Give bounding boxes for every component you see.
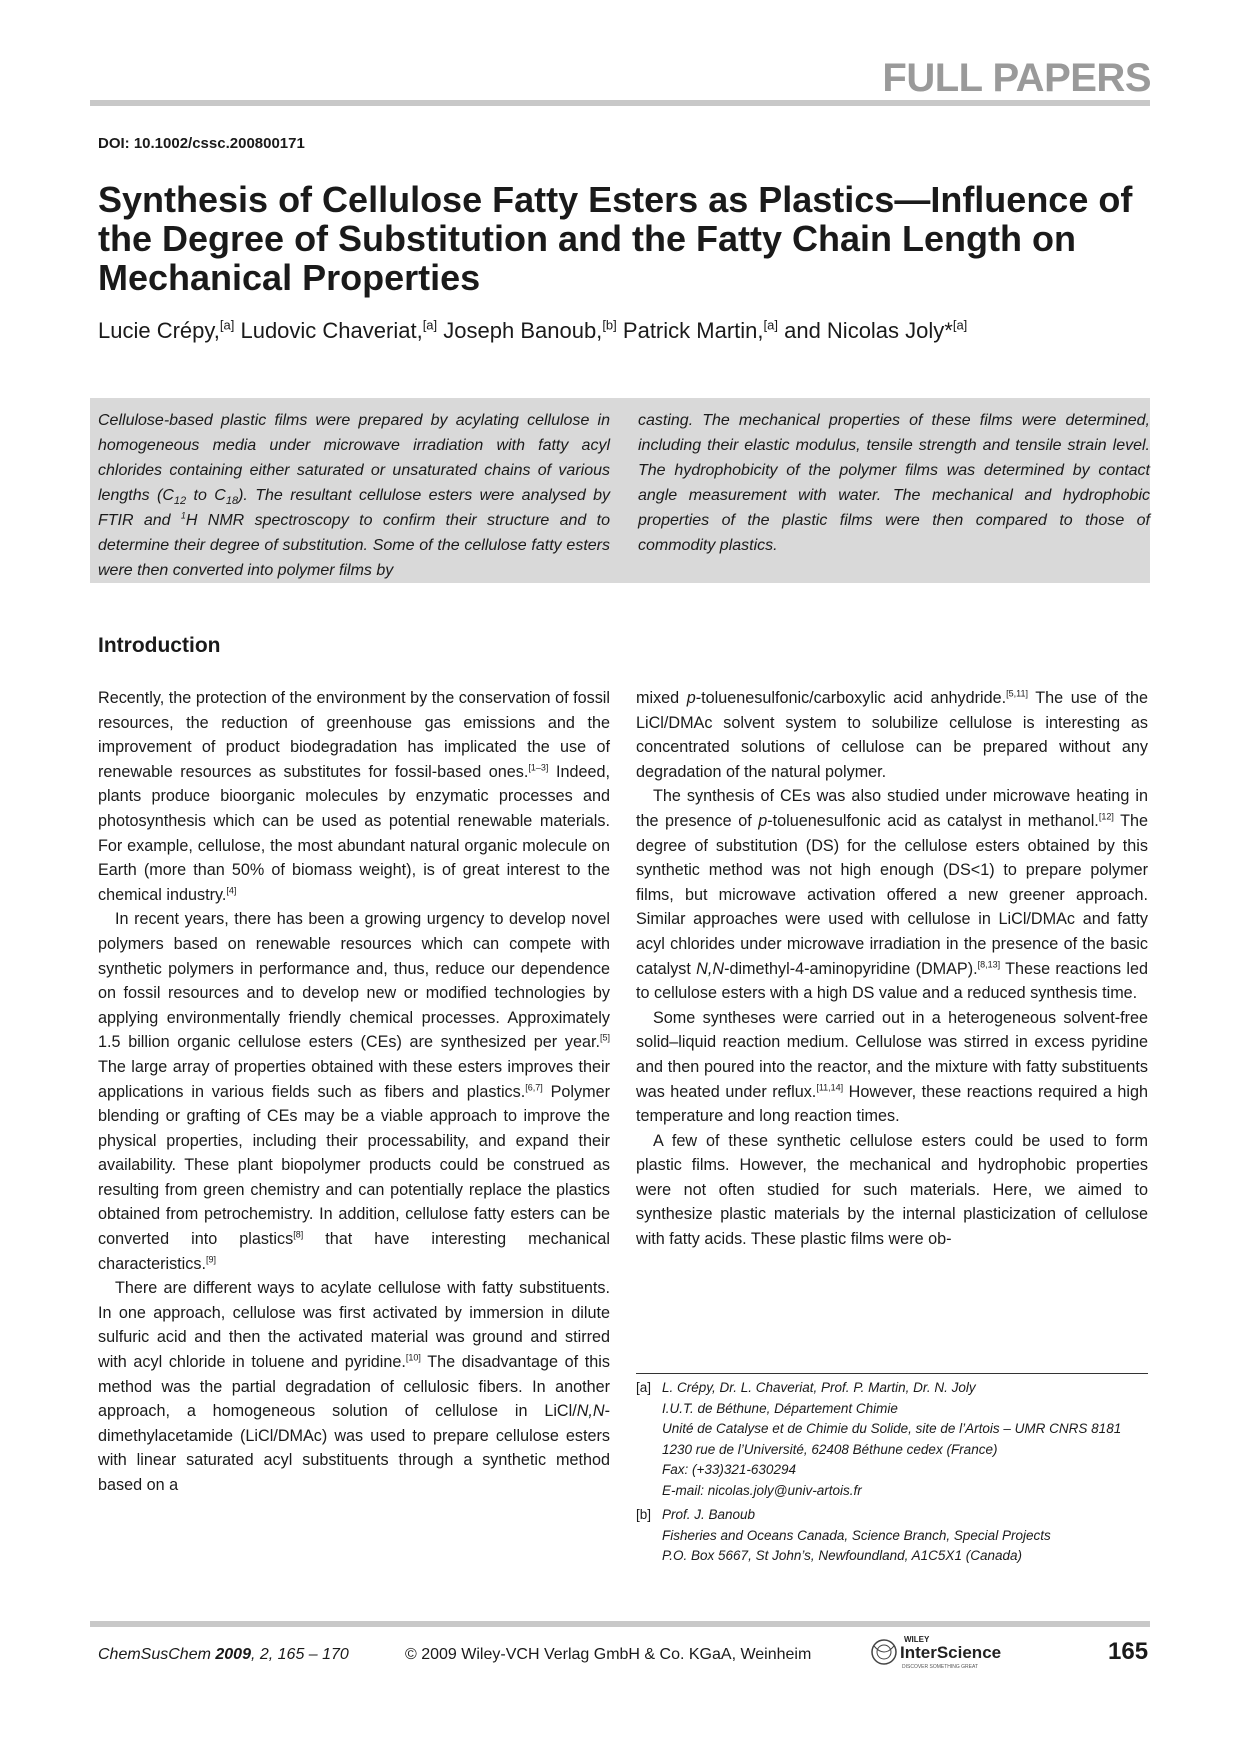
abstract-right-column: casting. The mechanical properties of these films were determined, including their elastic modulus, tensile strength and tensile strain level. The hydrophobicity of the polymer films was determined by contact angle measurement with water. The mechanical and hydrophobic properties of the plastic films were then compared to those of commodity plastics. <box>638 412 1150 554</box>
journal-citation: ChemSusChem 2009, 2, 165 – 170 <box>98 1646 349 1663</box>
subscript: 18 <box>225 495 239 508</box>
abstract-text: to C <box>186 487 226 504</box>
footnote-line: 1230 rue de l’Université, 62408 Béthune cedex (France) <box>662 1441 998 1457</box>
paragraph: In recent years, there has been a growing urgency to develop novel polymers based on renewable resources which can compete with synthetic polymers in performance and, thus, reduce our dependence on fossil resources and to develop new or modified technologies by applying environmentally friendly chemical processes. Approximately 1.5 billion organic cellulose esters (CEs) are synthesized per year.[5] The large array of properties obtained with these esters improves their applications in various fields such as fibers and plastics.[6,7] Polymer blending or grafting of CEs may be a viable approach to improve the physical properties, including their processability, and expand their availability. These plant biopolymer products could be construed as resulting from green chemistry and can potentially replace the plastics obtained from petrochemistry. In addition, cellulose fatty esters can be converted into plastics[8] that have interesting mechanical characteristics.[9] <box>98 910 610 1273</box>
paragraph: A few of these synthetic cellulose esters could be used to form plastic films. However, the mechanical and hydrophobic properties were not often studied for such materials. Here, we aimed to synthesize plastic materials by the internal plasticization of cellulose with fatty acids. These plastic films were ob- <box>636 1131 1148 1249</box>
section-heading-introduction: Introduction <box>98 634 221 657</box>
citation[interactable]: [6,7] <box>525 1082 543 1093</box>
paragraph: Some syntheses were carried out in a heterogeneous solvent-free solid–liquid reaction medium. Cellulose was stirred in excess pyridine and then poured into the reactor, and the mixture with fatty substituents was heated under reflux.[11,14] However, these reactions required a high temperature and long reaction times. <box>636 1008 1148 1126</box>
article-title: Synthesis of Cellulose Fatty Esters as Plastics—Influence of the Degree of Substitution and the Fatty Chain Length on Mechanical Properties <box>98 179 1133 298</box>
footnote-tag: [a] <box>636 1380 652 1395</box>
footnote-line: Prof. J. Banoub <box>662 1507 756 1522</box>
copyright-notice: © 2009 Wiley-VCH Verlag GmbH & Co. KGaA, Weinheim <box>405 1646 812 1663</box>
footnote-rule <box>636 1373 1148 1374</box>
author-name: Ludovic Chaveriat, <box>240 318 423 343</box>
citation[interactable]: [9] <box>205 1254 216 1265</box>
page-number: 165 <box>1108 1638 1149 1665</box>
footnote-line: Fax: (+33)321-630294 <box>662 1462 796 1477</box>
abstract-left-column <box>98 408 610 583</box>
doi[interactable]: DOI: 10.1002/cssc.200800171 <box>98 135 305 152</box>
citation[interactable]: [12] <box>1098 811 1114 822</box>
author-affiliation: [b] <box>602 317 617 333</box>
citation[interactable]: [5,11] <box>1006 688 1028 699</box>
footnote-b <box>636 1505 1148 1567</box>
paragraph: The synthesis of CEs was also studied under microwave heating in the presence of p-toluenesulfonic acid as catalyst in methanol.[12] The degree of substitution (DS) for the cellulose esters obtained by this synthetic method was not high enough (DS<1) to prepare polymer films, but microwave activation offered a new greener approach. Similar approaches were used with cellulose in LiCl/DMAc and fatty acyl chlorides under microwave irradiation in the presence of the basic catalyst N,N-dimethyl-4-aminopyridine (DMAP).[8,13] These reactions led to cellulose esters with a high DS value and a reduced synthesis time. <box>636 787 1148 1003</box>
author-list <box>98 318 1158 344</box>
footnote-a <box>636 1378 1148 1501</box>
author-affiliation: [a] <box>219 317 235 333</box>
citation[interactable]: [8] <box>293 1229 304 1240</box>
citation[interactable]: [1–3] <box>528 762 549 773</box>
paragraph: There are different ways to acylate cellulose with fatty substituents. In one approach, cellulose was first activated by immersion in dilute sulfuric acid and then the activated material was ground and stirred with acyl chloride in toluene and pyridine.[10] The disadvantage of this method was the partial degradation of cellulosic fibers. In another approach, a homogeneous solution of cellulose in LiCl/N,N-dimethylacetamide (LiCl/DMAc) was used to prepare cellulose esters with linear saturated acyl substituents through a synthetic method based on a <box>98 1279 610 1494</box>
paragraph: mixed p-toluenesulfonic/carboxylic acid anhydride.[5,11] The use of the LiCl/DMAc solvent system to solubilize cellulose is interesting as concentrated solutions of cellulose can be prepared without any degradation of the natural polymer. <box>636 688 1148 781</box>
footnote-tag: [b] <box>636 1507 652 1522</box>
author-affiliation: [a] <box>422 317 438 333</box>
author-affiliation: [a] <box>952 317 968 333</box>
wiley-interscience-logo <box>870 1632 1040 1672</box>
section-label: FULL PAPERS <box>882 56 1151 100</box>
top-rule <box>90 100 1150 106</box>
citation[interactable]: [11,14] <box>816 1082 844 1093</box>
author-affiliation: [a] <box>763 317 778 333</box>
citation[interactable]: [5] <box>599 1032 610 1043</box>
footnote-line: P.O. Box 5667, St John’s, Newfoundland, A1C5X1 (Canada) <box>662 1548 1022 1563</box>
author-name: Joseph Banoub, <box>443 318 603 343</box>
body-column-left <box>98 686 610 1498</box>
footnote-line: I.U.T. de Béthune, Département Chimie <box>662 1400 898 1416</box>
paragraph: Recently, the protection of the environment by the conservation of fossil resources, the reduction of greenhouse gas emissions and the improvement of product biodegradation has implicated the use of renewable resources as substitutes for fossil-based ones.[1–3] Indeed, plants produce bioorganic molecules by enzymatic processes and photosynthesis which can be used as potential renewable materials. For example, cellulose, the most abundant natural organic molecule on Earth (more than 50% of biomass weight), is of great interest to the chemical industry.[4] <box>98 689 610 904</box>
author-name: Patrick Martin, <box>622 318 764 343</box>
affiliation-footnotes <box>636 1378 1148 1571</box>
abstract-text: ). The resultant cellulose esters were analysed by FTIR and <box>98 487 611 529</box>
citation[interactable]: [8,13] <box>977 959 1001 970</box>
superscript: 1 <box>180 510 186 521</box>
footnote-line: Fisheries and Oceans Canada, Science Branch, Special Projects <box>662 1527 1051 1543</box>
author-name: and Nicolas Joly* <box>784 318 953 343</box>
abstract-text: H NMR spectroscopy to confirm their structure and to determine their degree of substitution. Some of the cellulose fatty esters were then converted into polymer films by <box>98 512 610 579</box>
author-name: Lucie Crépy, <box>98 318 220 343</box>
logo-tagline: DISCOVER SOMETHING GREAT <box>902 1664 979 1670</box>
email-link[interactable]: E-mail: nicolas.joly@univ-artois.fr <box>662 1482 862 1498</box>
subscript: 12 <box>173 495 187 508</box>
bottom-rule <box>90 1621 1150 1627</box>
footnote-line: Unité de Catalyse et de Chimie du Solide, site de l’Artois – UMR CNRS 8181 <box>662 1421 1122 1436</box>
abstract-box <box>90 398 1150 583</box>
abstract-text: Cellulose-based plastic films were prepared by acylating cellulose in homogeneous media under microwave irradiation with fatty acyl chlorides containing either saturated or unsaturated chains of various lengths (C <box>98 412 610 504</box>
body-column-right <box>636 686 1148 1252</box>
logo-interscience-text: InterScience <box>900 1643 1002 1662</box>
logo-wiley-text: WILEY <box>904 1635 930 1644</box>
footnote-line: L. Crépy, Dr. L. Chaveriat, Prof. P. Martin, Dr. N. Joly <box>662 1380 976 1395</box>
citation[interactable]: [4] <box>226 885 237 896</box>
citation[interactable]: [10] <box>405 1352 421 1363</box>
